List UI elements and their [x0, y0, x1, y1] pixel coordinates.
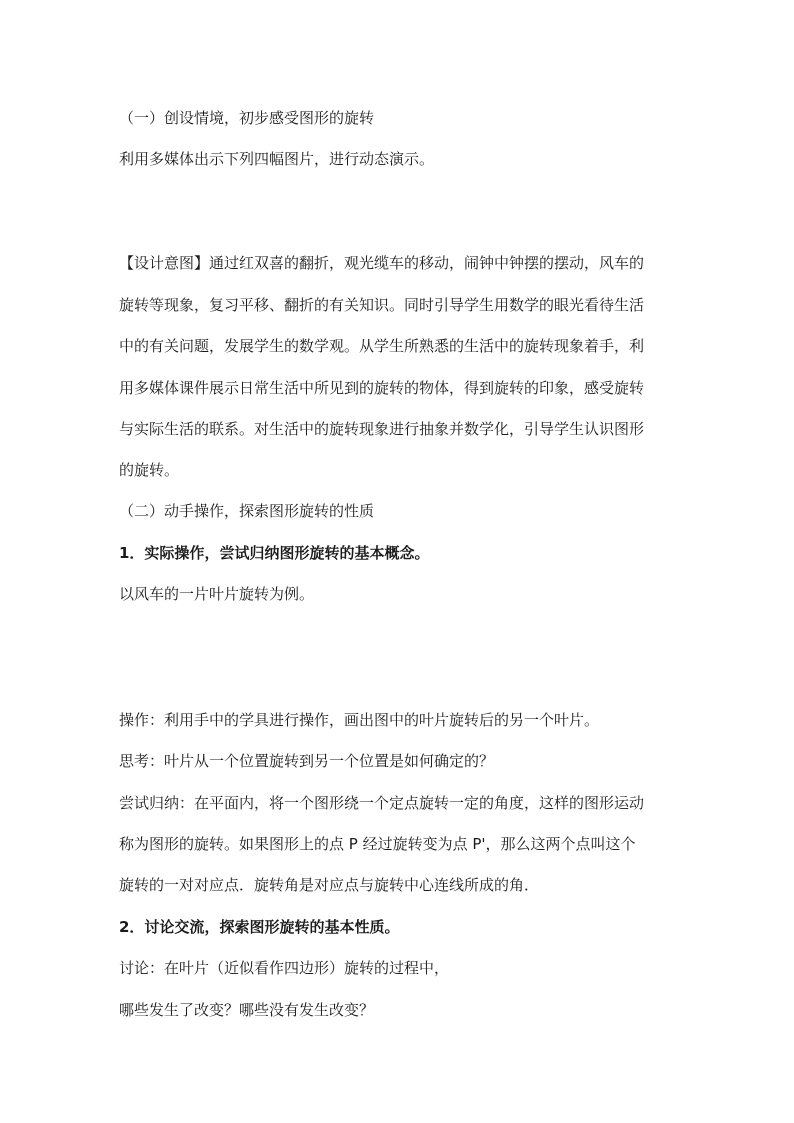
thinking-line: 思考：叶片从一个位置旋转到另一个位置是如何确定的？ — [119, 752, 495, 770]
step-heading-2: 2．讨论交流，探索图形旋转的基本性质。 — [119, 918, 400, 936]
section-heading-2: （二）动手操作，探索图形旋转的性质 — [119, 502, 375, 520]
operation-line: 操作：利用手中的学具进行操作，画出图中的叶片旋转后的另一个叶片。 — [119, 711, 600, 729]
discussion-line: 哪些发生了改变？哪些没有发生改变？ — [119, 1001, 375, 1019]
induction-line: 旋转的一对对应点．旋转角是对应点与旋转中心连线所成的角． — [119, 876, 540, 894]
design-intent-line: 用多媒体课件展示日常生活中所见到的旋转的物体，得到旋转的印象，感受旋转 — [119, 379, 645, 397]
induction-line: 尝试归纳：在平面内，将一个图形绕一个定点旋转一定的角度，这样的图形运动 — [119, 794, 645, 812]
design-intent-line: 旋转等现象，复习平移、翻折的有关知识。同时引导学生用数学的眼光看待生活 — [119, 296, 645, 314]
paragraph-line: 以风车的一片叶片旋转为例。 — [119, 585, 315, 603]
section-heading-1: （一）创设情境，初步感受图形的旋转 — [119, 109, 375, 127]
induction-line: 称为图形的旋转。如果图形上的点 P 经过旋转变为点 P'，那么这两个点叫这个 — [119, 835, 636, 853]
design-intent-line: 【设计意图】通过红双喜的翻折，观光缆车的移动，闹钟中钟摆的摆动，风车的 — [119, 254, 645, 272]
design-intent-line: 中的有关问题，发展学生的数学观。从学生所熟悉的生活中的旋转现象着手，利 — [119, 337, 645, 355]
design-intent-line: 的旋转。 — [119, 461, 180, 479]
discussion-line: 讨论：在叶片（近似看作四边形）旋转的过程中， — [119, 959, 450, 977]
paragraph-line: 利用多媒体出示下列四幅图片，进行动态演示。 — [119, 150, 435, 168]
design-intent-line: 与实际生活的联系。对生活中的旋转现象进行抽象并数学化，引导学生认识图形 — [119, 420, 645, 438]
step-heading-1: 1．实际操作，尝试归纳图形旋转的基本概念。 — [119, 544, 430, 562]
